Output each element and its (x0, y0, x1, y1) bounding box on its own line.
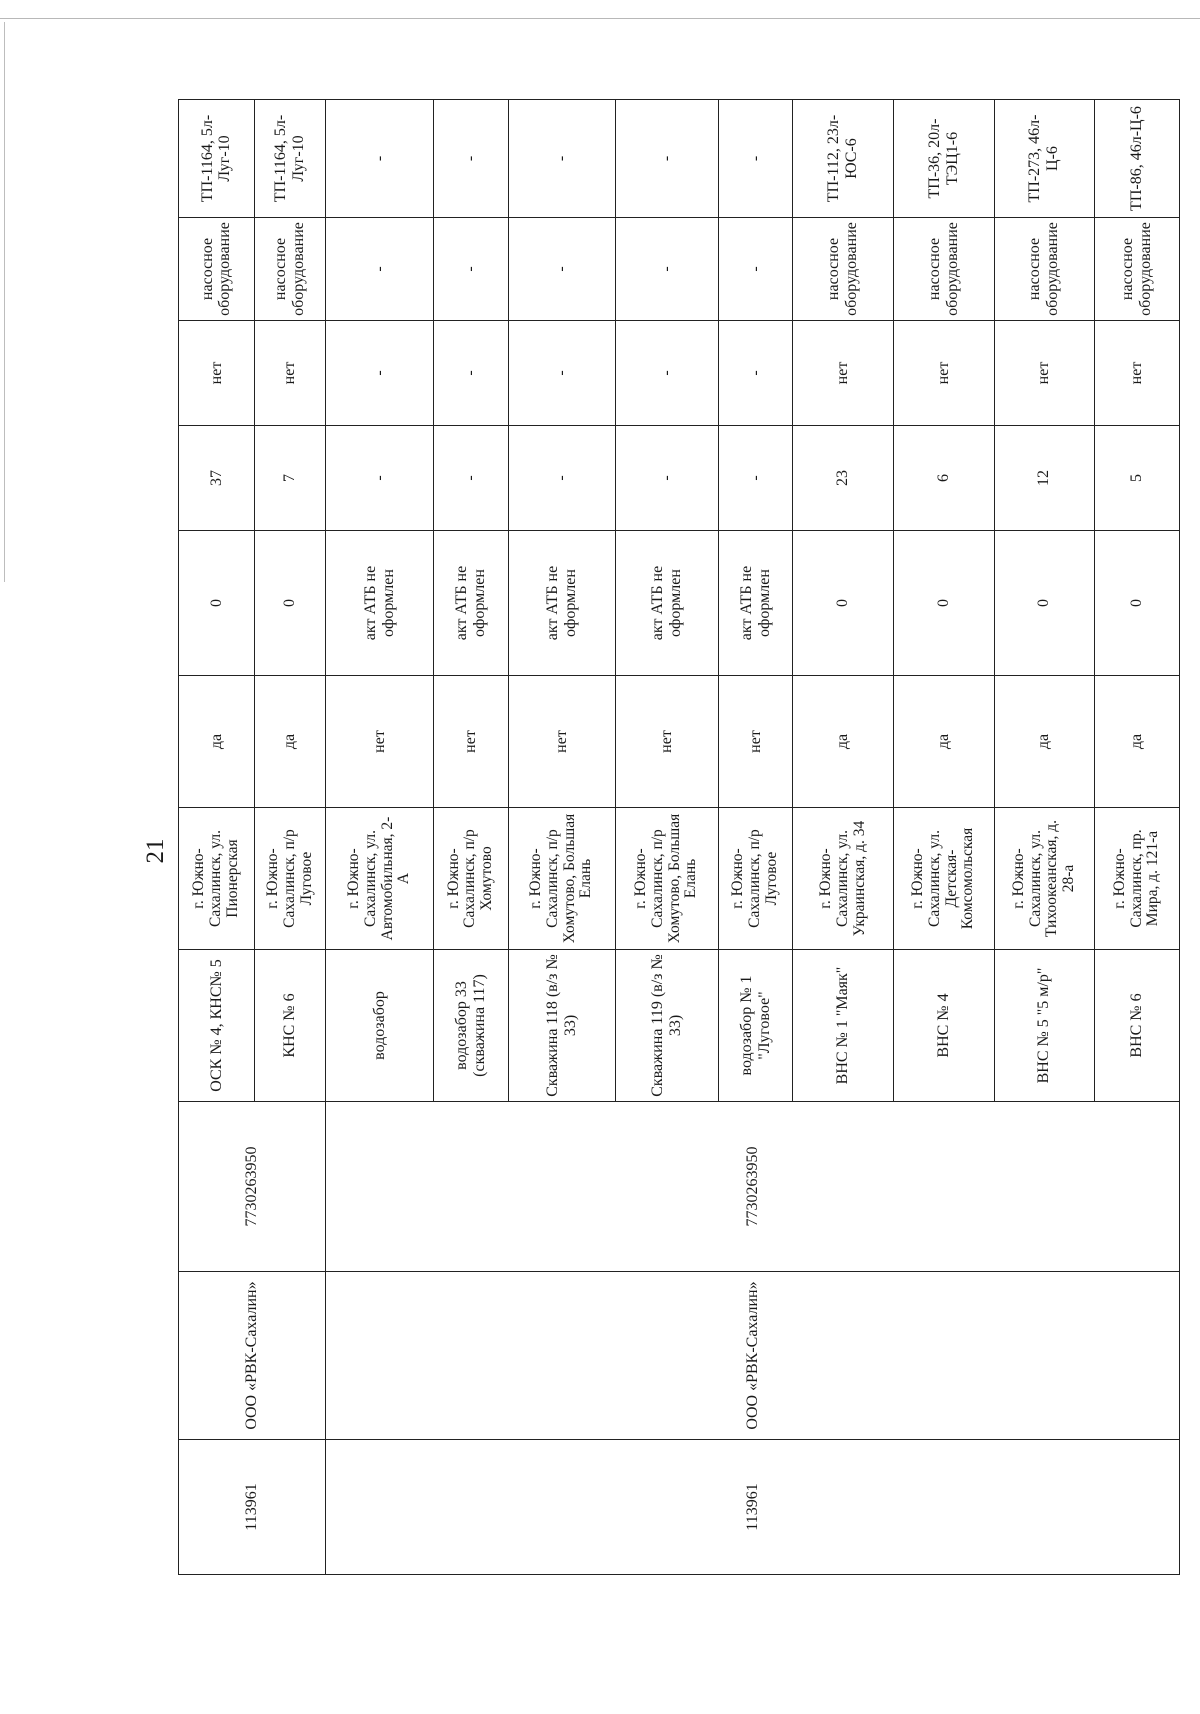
flag-cell: да (893, 676, 994, 808)
number-cell: - (433, 426, 508, 531)
object-cell: Скважина 118 (в/з № 33) (508, 950, 615, 1102)
org-cell: ООО «РВК-Сахалин» (179, 1272, 326, 1440)
object-cell: ВНС № 4 (893, 950, 994, 1102)
yesno-cell: - (326, 321, 433, 426)
atb-cell: 0 (793, 531, 894, 676)
scan-edge-line (4, 22, 5, 582)
equipment-cell: насосное оборудование (793, 218, 894, 321)
flag-cell: нет (326, 676, 433, 808)
flag-cell: да (179, 676, 255, 808)
flag-cell: нет (615, 676, 718, 808)
registry-table (178, 99, 1180, 1575)
tp-cell: ТП-1164, 5л-Луг-10 (254, 100, 326, 218)
scan-edge-line (0, 18, 1200, 19)
object-cell: КНС № 6 (254, 950, 326, 1102)
flag-cell: да (254, 676, 326, 808)
yesno-cell: нет (254, 321, 326, 426)
atb-cell: 0 (1095, 531, 1180, 676)
inn-cell: 7730263950 (326, 1102, 1180, 1272)
atb-cell: акт АТБ не оформлен (326, 531, 433, 676)
id-cell: 113961 (326, 1440, 1180, 1575)
address-cell: г. Южно-Сахалинск, п/р Хомутово (433, 808, 508, 950)
address-cell: г. Южно-Сахалинск, ул. Детская-Комсомольская (893, 808, 994, 950)
org-cell: ООО «РВК-Сахалин» (326, 1272, 1180, 1440)
atb-cell: акт АТБ не оформлен (508, 531, 615, 676)
flag-cell: да (994, 676, 1095, 808)
number-cell: 5 (1095, 426, 1180, 531)
tp-cell: - (508, 100, 615, 218)
yesno-cell: нет (179, 321, 255, 426)
number-cell: 23 (793, 426, 894, 531)
object-cell: ВНС № 1 "Маяк" (793, 950, 894, 1102)
address-cell: г. Южно-Сахалинск, п/р Луговое (718, 808, 793, 950)
atb-cell: 0 (994, 531, 1095, 676)
number-cell: 12 (994, 426, 1095, 531)
atb-cell: акт АТБ не оформлен (615, 531, 718, 676)
address-cell: г. Южно-Сахалинск, ул. Тихоокеанская, д. 28-а (994, 808, 1095, 950)
equipment-cell: насосное оборудование (254, 218, 326, 321)
yesno-cell: нет (1095, 321, 1180, 426)
address-cell: г. Южно-Сахалинск, п/р Хомутово, Большая Елань (508, 808, 615, 950)
tp-cell: - (615, 100, 718, 218)
object-cell: ВНС № 6 (1095, 950, 1180, 1102)
number-cell: - (718, 426, 793, 531)
object-cell: ОСК № 4, КНС№ 5 (179, 950, 255, 1102)
number-cell: 6 (893, 426, 994, 531)
equipment-cell: - (433, 218, 508, 321)
address-cell: г. Южно-Сахалинск, п/р Луговое (254, 808, 326, 950)
yesno-cell: - (615, 321, 718, 426)
tp-cell: - (326, 100, 433, 218)
page-number: 21 (142, 838, 169, 864)
tp-cell: - (433, 100, 508, 218)
inn-cell: 7730263950 (179, 1102, 326, 1272)
rotated-table-container (178, 100, 1180, 1575)
id-cell: 113961 (179, 1440, 326, 1575)
object-cell: водозабор № 1 "Луговое" (718, 950, 793, 1102)
equipment-cell: - (508, 218, 615, 321)
equipment-cell: насосное оборудование (893, 218, 994, 321)
object-cell: Скважина 119 (в/з № 33) (615, 950, 718, 1102)
atb-cell: 0 (179, 531, 255, 676)
flag-cell: да (1095, 676, 1180, 808)
yesno-cell: нет (994, 321, 1095, 426)
tp-cell: - (718, 100, 793, 218)
atb-cell: 0 (254, 531, 326, 676)
atb-cell: акт АТБ не оформлен (718, 531, 793, 676)
address-cell: г. Южно-Сахалинск, п/р Хомутово, Большая Елань (615, 808, 718, 950)
equipment-cell: насосное оборудование (1095, 218, 1180, 321)
equipment-cell: - (326, 218, 433, 321)
equipment-cell: насосное оборудование (994, 218, 1095, 321)
table-row (179, 100, 255, 1575)
object-cell: водозабор (326, 950, 433, 1102)
yesno-cell: - (433, 321, 508, 426)
equipment-cell: - (718, 218, 793, 321)
yesno-cell: - (718, 321, 793, 426)
number-cell: 7 (254, 426, 326, 531)
number-cell: 37 (179, 426, 255, 531)
tp-cell: ТП-36, 20л-ТЭЦ1-6 (893, 100, 994, 218)
number-cell: - (326, 426, 433, 531)
yesno-cell: нет (893, 321, 994, 426)
address-cell: г. Южно-Сахалинск, пр. Мира, д. 121-а (1095, 808, 1180, 950)
yesno-cell: нет (793, 321, 894, 426)
address-cell: г. Южно-Сахалинск, ул. Украинская, д. 34 (793, 808, 894, 950)
object-cell: ВНС № 5 "5 м/р" (994, 950, 1095, 1102)
address-cell: г. Южно-Сахалинск, ул. Пионерская (179, 808, 255, 950)
number-cell: - (615, 426, 718, 531)
tp-cell: ТП-86, 46л-Ц-6 (1095, 100, 1180, 218)
address-cell: г. Южно-Сахалинск, ул. Автомобильная, 2-А (326, 808, 433, 950)
tp-cell: ТП-273, 46л-Ц-6 (994, 100, 1095, 218)
equipment-cell: насосное оборудование (179, 218, 255, 321)
tp-cell: ТП-112, 23л-ЮС-6 (793, 100, 894, 218)
atb-cell: акт АТБ не оформлен (433, 531, 508, 676)
flag-cell: нет (718, 676, 793, 808)
yesno-cell: - (508, 321, 615, 426)
flag-cell: да (793, 676, 894, 808)
flag-cell: нет (433, 676, 508, 808)
flag-cell: нет (508, 676, 615, 808)
equipment-cell: - (615, 218, 718, 321)
table-row (326, 100, 433, 1575)
table-body (179, 100, 1180, 1575)
tp-cell: ТП-1164, 5л-Луг-10 (179, 100, 255, 218)
object-cell: водозабор 33 (скважина 117) (433, 950, 508, 1102)
atb-cell: 0 (893, 531, 994, 676)
number-cell: - (508, 426, 615, 531)
